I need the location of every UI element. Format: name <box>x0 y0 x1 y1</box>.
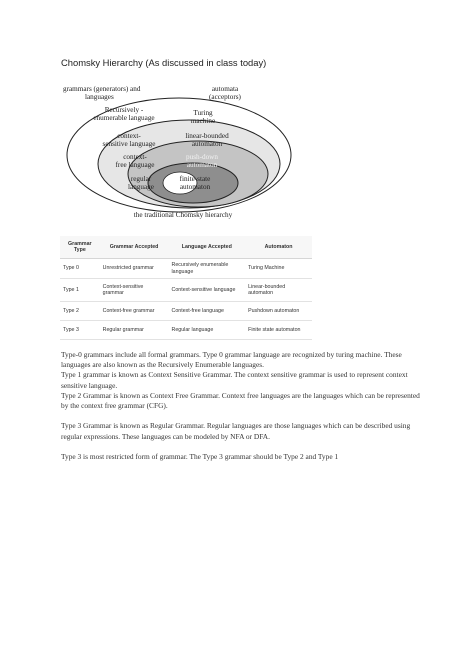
header-grammar-type: Grammar Type <box>60 236 100 259</box>
table-header-row <box>60 236 312 259</box>
cell-type: Type 0 <box>60 259 100 279</box>
table-row <box>60 302 312 321</box>
grammars-heading: grammars (generators) and languages <box>63 85 141 101</box>
context-free-label: context- free language <box>115 153 155 169</box>
cell-language: Context-free language <box>169 302 246 321</box>
paragraph-type1: Type 1 grammar is known as Context Sensitive Grammar. The context sensitive grammar is used to represent context sensitive language. <box>61 370 408 390</box>
explanation-text <box>61 350 421 462</box>
regular-language-label: regular language <box>128 175 154 191</box>
turing-machine-label: Turing machine <box>190 109 216 125</box>
cell-type: Type 2 <box>60 302 100 321</box>
paragraph-restriction: Type 3 is most restricted form of grammar. The Type 3 grammar should be Type 2 and Type 1 <box>61 452 339 461</box>
linear-bounded-label: linear-bounded automaton <box>185 132 229 148</box>
cell-automaton: Linear-bounded automaton <box>245 279 312 302</box>
header-automaton: Automaton <box>245 236 312 259</box>
cell-automaton: Finite state automaton <box>245 321 312 340</box>
cell-language: Regular language <box>169 321 246 340</box>
page-title: Chomsky Hierarchy (As discussed in class today) <box>61 57 267 68</box>
context-sensitive-label: context- sensitive language <box>102 132 156 148</box>
cell-automaton: Pushdown automaton <box>245 302 312 321</box>
diagram-caption: the traditional Chomsky hierarchy <box>133 211 233 219</box>
cell-grammar: Regular grammar <box>100 321 169 340</box>
automata-heading: automata (acceptors) <box>209 85 241 101</box>
header-language-accepted: Language Accepted <box>169 236 246 259</box>
table-row <box>60 259 312 279</box>
cell-language: Context-sensitive language <box>169 279 246 302</box>
hierarchy-ellipses <box>60 82 310 217</box>
paragraph-type2: Type 2 Grammar is known as Context Free Grammar. Context free languages are the languages which can be represented by the context free grammar (CFG). <box>61 390 420 411</box>
push-down-label: push-down automaton <box>186 153 218 169</box>
finite-state-label: finite-state automaton <box>179 175 211 191</box>
cell-type: Type 1 <box>60 279 100 302</box>
cell-grammar: Unrestricted grammar <box>100 259 169 279</box>
table-row <box>60 321 312 340</box>
cell-grammar: Context-free grammar <box>100 302 169 321</box>
cell-grammar: Context-sensitive grammar <box>100 279 169 302</box>
grammar-types-table <box>60 236 312 340</box>
chomsky-hierarchy-diagram <box>60 82 310 217</box>
cell-language: Recursively enumerable language <box>169 259 246 279</box>
paragraph-type0: Type-0 grammars include all formal grammars. Type 0 grammar language are recognized by turing machine. These languages are also known as the Recursively Enumerable languages. <box>61 350 402 370</box>
cell-automaton: Turing Machine <box>245 259 312 279</box>
recursively-enumerable-label: Recursively - enumerable language <box>93 106 155 122</box>
cell-type: Type 3 <box>60 321 100 340</box>
paragraph-type3: Type 3 Grammar is known as Regular Grammar. Regular languages are those languages which can be described using regular expressions. These languages can be modeled by NFA or DFA. <box>61 421 411 441</box>
table-row <box>60 279 312 302</box>
header-grammar-accepted: Grammar Accepted <box>100 236 169 259</box>
